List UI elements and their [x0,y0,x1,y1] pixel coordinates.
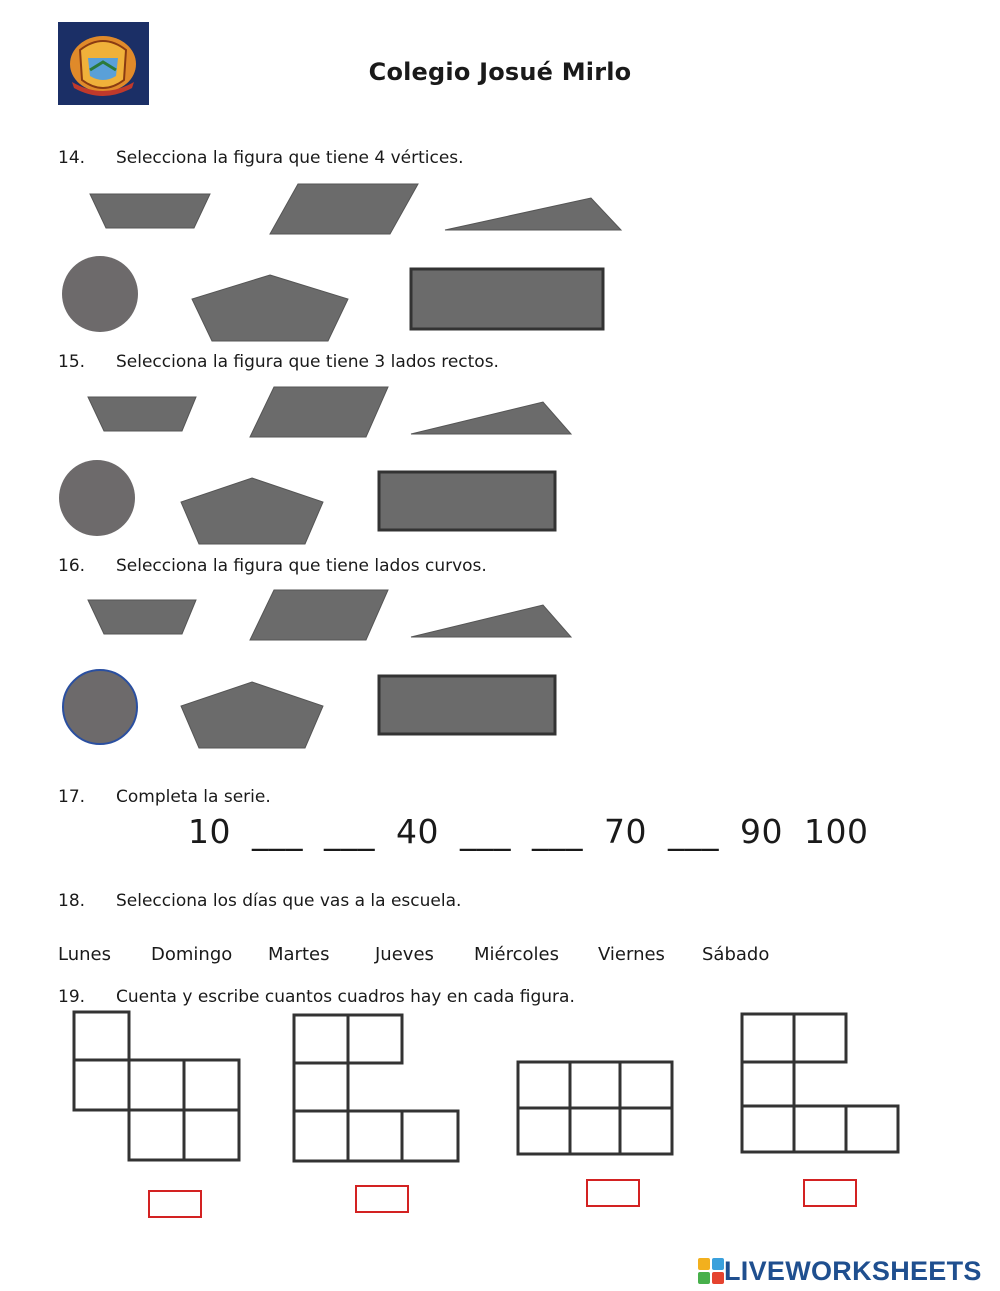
q15-triangle-shape[interactable] [409,400,573,436]
square-figure-3 [516,1060,676,1156]
square-figure-1 [72,1010,244,1164]
answer-box-figure-1[interactable] [148,1190,202,1218]
answer-box-figure-3[interactable] [586,1179,640,1207]
day-option-lunes[interactable]: Lunes [58,944,111,965]
answer-box-figure-2[interactable] [355,1185,409,1213]
series-blank[interactable]: ___ [252,812,303,851]
question-text: Cuenta y escribe cuantos cuadros hay en cada figura. [116,987,575,1007]
q14-parallelogram-shape[interactable] [268,182,420,236]
series-item: 90 [740,812,783,851]
question-number: 17. [58,787,86,807]
q14-rectangle-shape[interactable] [409,267,605,331]
school-name: Colegio Josué Mirlo [368,58,632,86]
brand-name: LIVEWORKSHEETS [724,1255,982,1286]
day-option-domingo[interactable]: Domingo [151,944,233,965]
q14-pentagon-shape[interactable] [190,273,350,343]
question-number: 19. [58,987,86,1007]
series-item: 70 [604,812,647,851]
question-number: 18. [58,891,86,911]
q16-pentagon-shape[interactable] [179,680,325,750]
series-blank[interactable]: ___ [668,812,719,851]
q16-triangle-shape[interactable] [409,603,573,639]
question-number: 16. [58,556,86,576]
day-option-viernes[interactable]: Viernes [598,944,665,965]
q16-rectangle-shape[interactable] [377,674,557,736]
series-blank[interactable]: ___ [460,812,511,851]
q15-trapezoid-shape[interactable] [86,395,198,433]
day-option-martes[interactable]: Martes [268,944,330,965]
q15-rectangle-shape[interactable] [377,470,557,532]
series-blank[interactable]: ___ [324,812,375,851]
question-number: 15. [58,352,86,372]
number-series [188,812,879,851]
q16-trapezoid-shape[interactable] [86,598,198,636]
q16-parallelogram-shape[interactable] [248,588,390,642]
q16-circle-shape[interactable] [60,667,140,747]
square-figure-2 [292,1013,462,1165]
liveworksheets-brand[interactable] [698,1254,982,1288]
question-text: Selecciona la figura que tiene 4 vértices. [116,148,464,168]
question-text: Selecciona los días que vas a la escuela. [116,891,462,911]
day-option-sabado[interactable]: Sábado [702,944,770,965]
question-number: 14. [58,148,86,168]
q14-trapezoid-shape[interactable] [88,192,212,230]
series-blank[interactable]: ___ [532,812,583,851]
series-item: 10 [188,812,231,851]
q14-circle-shape[interactable] [60,254,140,334]
liveworksheets-logo-icon [698,1258,724,1284]
question-text: Completa la serie. [116,787,271,807]
answer-box-figure-4[interactable] [803,1179,857,1207]
q15-circle-shape[interactable] [57,458,137,538]
square-figure-4 [740,1012,902,1156]
series-item: 40 [396,812,439,851]
q15-parallelogram-shape[interactable] [248,385,390,439]
q14-triangle-shape[interactable] [443,196,623,232]
day-option-miercoles[interactable]: Miércoles [474,944,559,965]
question-text: Selecciona la figura que tiene 3 lados rectos. [116,352,499,372]
series-item: 100 [804,812,869,851]
day-option-jueves[interactable]: Jueves [375,944,434,965]
question-text: Selecciona la figura que tiene lados curvos. [116,556,487,576]
q15-pentagon-shape[interactable] [179,476,325,546]
